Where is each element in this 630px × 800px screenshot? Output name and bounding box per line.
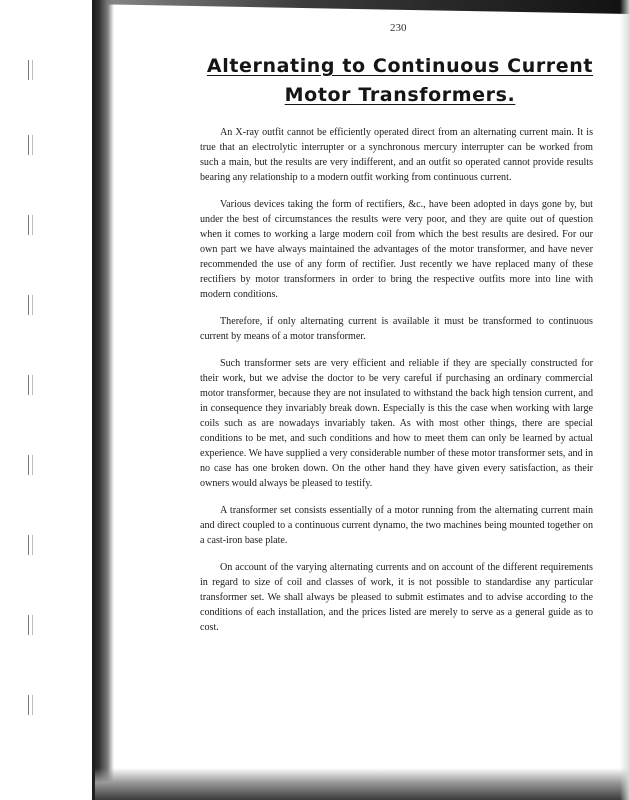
binder-mark bbox=[28, 60, 33, 80]
binder-mark bbox=[28, 615, 33, 635]
binder-mark bbox=[28, 375, 33, 395]
title-text-1: Alternating to Continuous Current bbox=[206, 55, 594, 77]
binder-mark bbox=[28, 295, 33, 315]
scan-bottom-edge bbox=[95, 768, 630, 800]
binder-mark bbox=[28, 535, 33, 555]
paragraph: An X-ray outfit cannot be efficiently operated direct from an alternating current main. It is true that an electrolytic interrupter or a synchronous mercury interrupter can be worked from such a main, but the results are very indifferent, and an outfit so operated cannot provide results bearing any relationship to a modern outfit working from continuous current. bbox=[200, 127, 593, 183]
paragraph: Various devices taking the form of rectifiers, &c., have been adopted in days gone by, but under the best of circumstances the results were very poor, and they are quite out of question when it comes to working a large modern coil from which the best results are desired. For our own part we have always maintained the advantages of the motor transformer, and have never recommended the use of any form of rectifier. Just recently we have replaced many of these rectifiers by motor transformers in order to bring the respective outfits more into line with modern conditions. bbox=[200, 199, 593, 300]
page-title-line-2 bbox=[190, 84, 610, 106]
scan-right-edge bbox=[620, 0, 630, 800]
binder-mark bbox=[28, 135, 33, 155]
paragraph: Such transformer sets are very efficient and reliable if they are specially constructed for their work, but we advise the doctor to be very careful if purchasing an ordinary commercial motor transformer, because they are not insulated to withstand the back high tension current, and in consequence they invariably break down. Especially is this the case when working with large coils such as are nowadays invariably taken. As with most other things, there are special conditions to be met, and such conditions and how to meet them can only be learned by actual experience. We have supplied a very considerable number of these motor transformer sets, and in no case has one broken down. On the other hand they have given every satisfaction, as their owners would always be pleased to testify. bbox=[200, 358, 593, 489]
paragraph: Therefore, if only alternating current is available it must be transformed to continuous current by means of a motor transformer. bbox=[200, 316, 593, 342]
scan-top-edge bbox=[95, 0, 630, 14]
binder-mark bbox=[28, 695, 33, 715]
page-title-line-1 bbox=[190, 55, 610, 77]
binder-mark bbox=[28, 455, 33, 475]
scan-binding-shadow bbox=[92, 0, 114, 800]
binder-mark bbox=[28, 215, 33, 235]
paragraph: On account of the varying alternating currents and on account of the different requirements in regard to size of coil and classes of work, it is not possible to standardise any particular transformer set. We shall always be pleased to submit estimates and to advise according to the conditions of each installation, and the prices listed are merely to serve as a general guide as to cost. bbox=[200, 562, 593, 633]
paragraph: A transformer set consists essentially of a motor running from the alternating current main and direct coupled to a continuous current dynamo, the two machines being mounted together on a cast-iron base plate. bbox=[200, 505, 593, 546]
page-number: 230 bbox=[390, 22, 407, 34]
binder-punch-marks bbox=[18, 0, 48, 800]
body-text bbox=[200, 125, 593, 647]
title-text-2: Motor Transformers. bbox=[284, 84, 516, 106]
